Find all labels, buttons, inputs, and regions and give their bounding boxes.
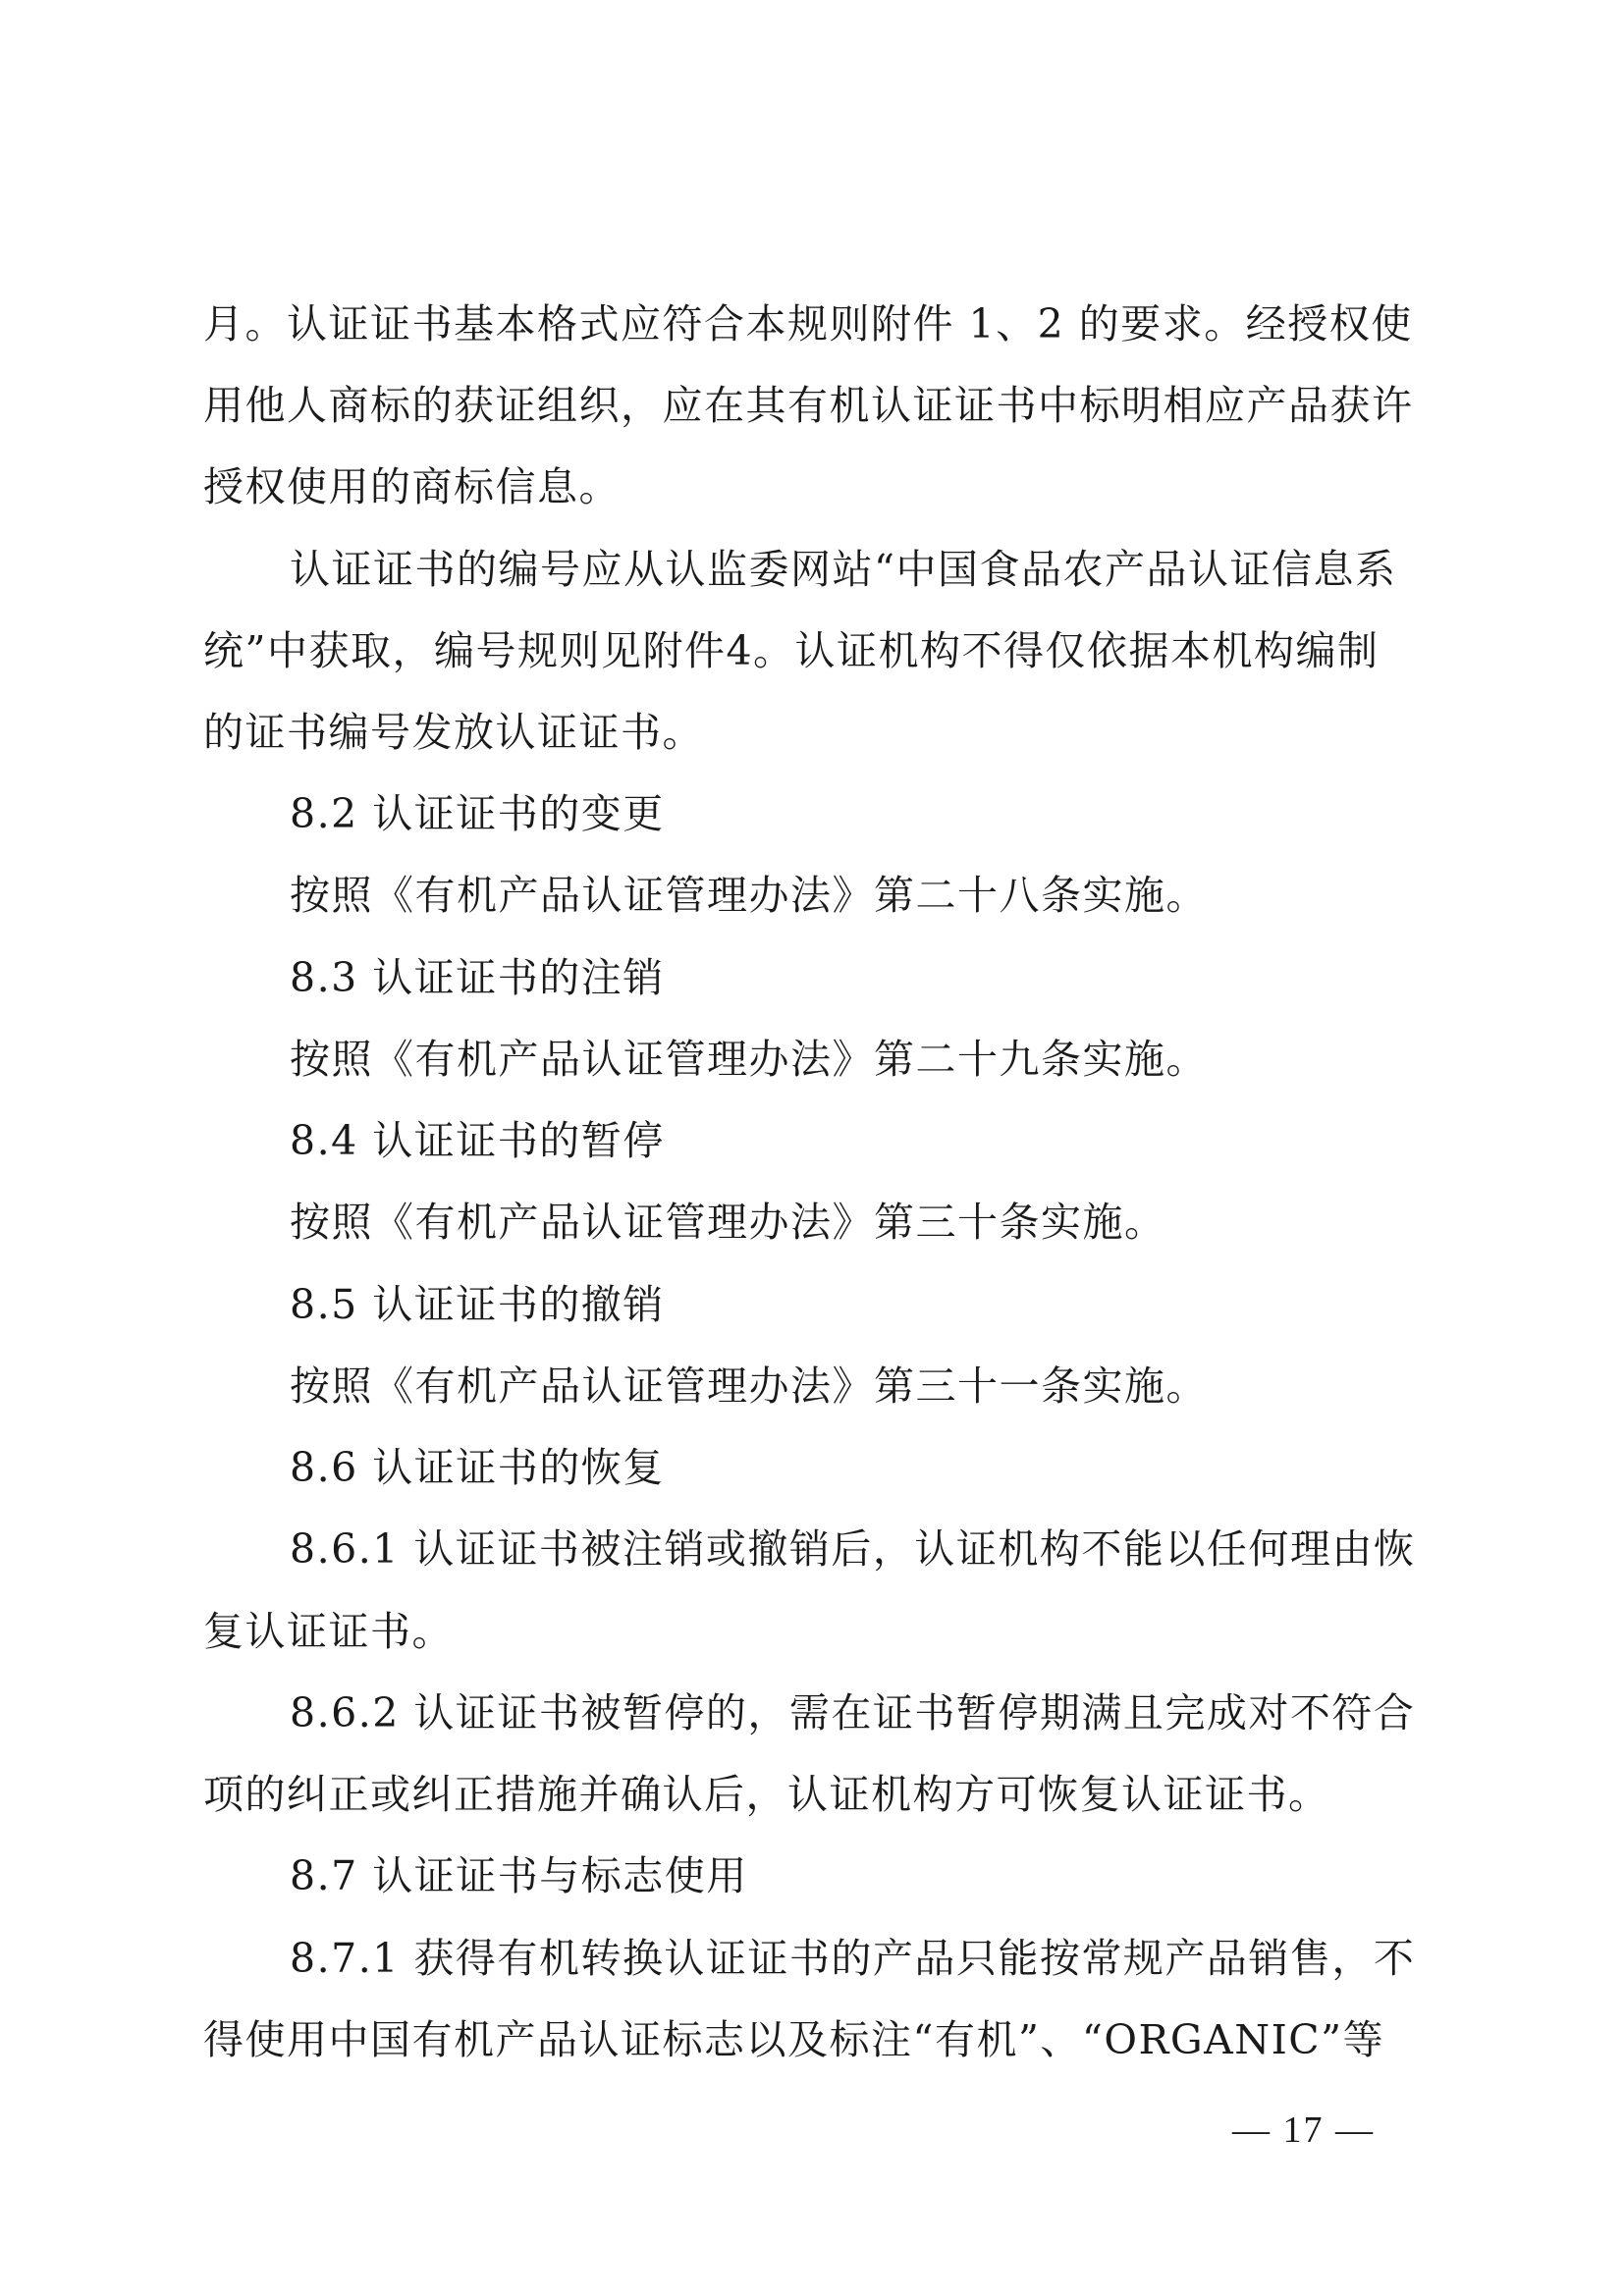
text-line-12: 按照《有机产品认证管理办法》第三十条实施。 [290, 1199, 1166, 1246]
section-heading-8-5: 8.5 认证证书的撤销 [290, 1281, 665, 1328]
text-line-2: 用他人商标的获证组织，应在其有机认证证书中标明相应产品获许 [203, 382, 1414, 429]
text-line-14: 按照《有机产品认证管理办法》第三十一条实施。 [290, 1362, 1208, 1410]
text-line-16: 8.6.1 认证证书被注销或撤销后，认证机构不能以任何理由恢 [290, 1525, 1416, 1573]
section-heading-8-2: 8.2 认证证书的变更 [290, 790, 665, 837]
text-line-3: 授权使用的商标信息。 [203, 463, 621, 510]
section-heading-8-3: 8.3 认证证书的注销 [290, 954, 665, 1001]
page-number: — 17 — [1232, 2109, 1375, 2151]
section-heading-8-6: 8.6 认证证书的恢复 [290, 1444, 665, 1491]
text-line-1: 月。认证证书基本格式应符合本规则附件 1、2 的要求。经授权使 [203, 300, 1413, 347]
text-line-10: 按照《有机产品认证管理办法》第二十九条实施。 [290, 1036, 1208, 1083]
text-line-17: 复认证证书。 [203, 1608, 454, 1655]
text-line-19: 项的纠正或纠正措施并确认后，认证机构方可恢复认证证书。 [203, 1771, 1330, 1818]
text-line-18: 8.6.2 认证证书被暂停的，需在证书暂停期满且完成对不符合 [290, 1689, 1416, 1736]
text-line-5: 统”中获取，编号规则见附件4。认证机构不得仅依据本机构编制 [203, 627, 1380, 674]
section-heading-8-4: 8.4 认证证书的暂停 [290, 1117, 665, 1164]
text-line-22: 得使用中国有机产品认证标志以及标注“有机”、“ORGANIC”等 [203, 2016, 1385, 2063]
section-heading-8-7: 8.7 认证证书与标志使用 [290, 1852, 748, 1899]
text-line-4: 认证证书的编号应从认监委网站“中国食品农产品认证信息系 [290, 546, 1397, 593]
text-line-8: 按照《有机产品认证管理办法》第二十八条实施。 [290, 872, 1208, 919]
text-line-6: 的证书编号发放认证证书。 [203, 709, 704, 756]
text-line-21: 8.7.1 获得有机转换认证证书的产品只能按常规产品销售，不 [290, 1935, 1416, 1982]
